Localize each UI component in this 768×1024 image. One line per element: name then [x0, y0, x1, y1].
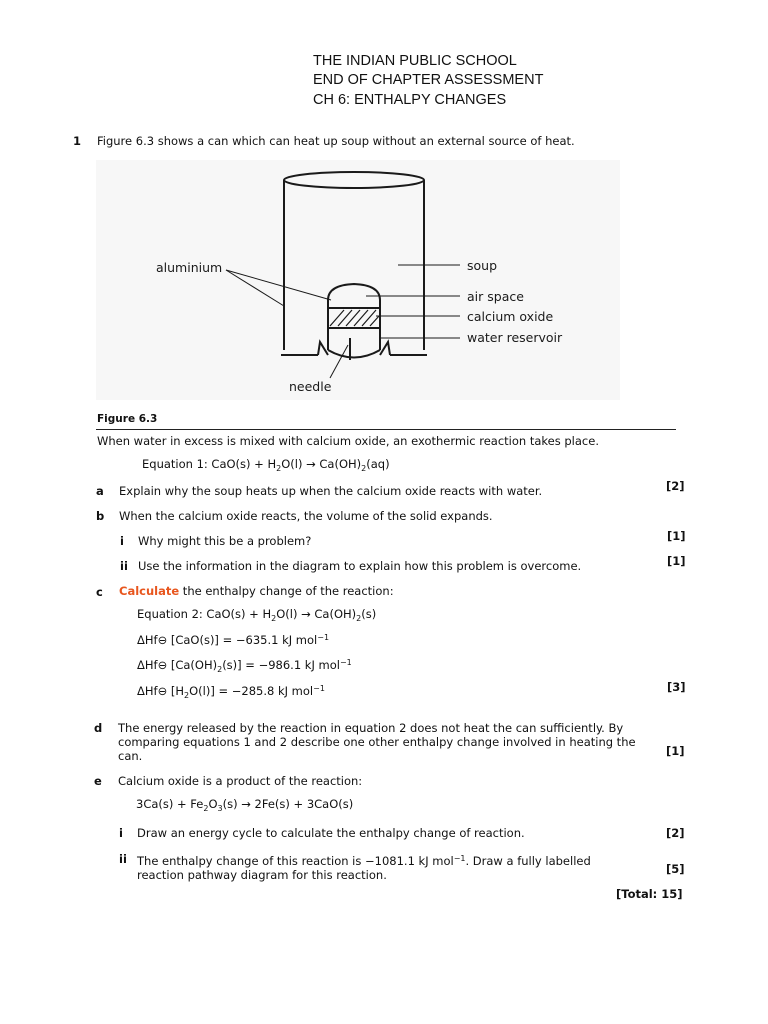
part-e-ii-label: ii: [119, 852, 127, 866]
chapter-title: CH 6: ENTHALPY CHANGES: [313, 92, 507, 108]
part-e-i-marks: [2]: [666, 826, 685, 840]
part-a-label: a: [96, 484, 104, 498]
label-calcium-oxide: calcium oxide: [467, 309, 554, 324]
part-a-marks: [2]: [666, 479, 685, 493]
total-marks: [Total: 15]: [616, 887, 683, 901]
equation-2: Equation 2: $CaO(s) + H_2O(l) \to Ca(OH)_2(s)$: [137, 607, 377, 623]
part-e-ii-text: The enthalpy change of this reaction is −1081.1 kJ mol$^{-1}$. Draw a fully labelled reaction pathway diagram for this reaction.: [137, 854, 591, 882]
part-d-text: The energy released by the reaction in equation 2 does not heat the can sufficiently. By comparing equations 1 and 2 describe one other enthalpy change involved in heating the can.: [118, 721, 636, 763]
part-b-i-marks: [1]: [667, 529, 686, 543]
label-air-space: air space: [467, 289, 524, 304]
part-b-i-text: Why might this be a problem?: [138, 534, 312, 548]
enthalpy-data-caoh2: ΔHf⊖ $[Ca(OH)_2(s)] = -986.1$ kJ mol$^{-1}$: [137, 658, 352, 674]
part-e-i-text: Draw an energy cycle to calculate the enthalpy change of reaction.: [137, 826, 525, 840]
assessment-title: END OF CHAPTER ASSESSMENT: [313, 72, 544, 88]
label-aluminium: aluminium: [156, 260, 223, 275]
part-e-label: e: [94, 774, 102, 788]
figure-background: [96, 160, 620, 400]
question-number: 1: [73, 134, 82, 148]
part-b-ii-label: ii: [120, 559, 128, 573]
caption-divider: [96, 429, 676, 430]
part-c-text: Calculate the enthalpy change of the reaction:: [119, 584, 394, 598]
question-intro: Figure 6.3 shows a can which can heat up soup without an external source of heat.: [97, 134, 575, 148]
part-b-ii-text: Use the information in the diagram to explain how this problem is overcome.: [138, 559, 582, 573]
figure-caption: Figure 6.3: [97, 413, 158, 425]
equation-1: Equation 1: $CaO(s) + H_2O(l) \to Ca(OH)_2(aq)$: [142, 457, 390, 473]
part-b-text: When the calcium oxide reacts, the volume of the solid expands.: [119, 509, 493, 523]
part-e-i-label: i: [119, 826, 123, 840]
thermite-equation: $3Ca(s) + Fe_2O_3(s) \to 2Fe(s) + 3CaO(s)$: [136, 797, 354, 813]
part-b-ii-marks: [1]: [667, 554, 686, 568]
reaction-statement: When water in excess is mixed with calcium oxide, an exothermic reaction takes place.: [97, 434, 599, 448]
part-d-marks: [1]: [666, 744, 685, 758]
soup-can-figure: [96, 160, 620, 400]
part-b-label: b: [96, 509, 105, 523]
label-needle: needle: [289, 379, 332, 394]
part-c-marks: [3]: [667, 680, 686, 694]
label-soup: soup: [467, 258, 498, 273]
part-e-ii-marks: [5]: [666, 862, 685, 876]
label-water-reservoir: water reservoir: [467, 330, 563, 345]
part-d-label: d: [94, 721, 103, 735]
part-a-text: Explain why the soup heats up when the calcium oxide reacts with water.: [119, 484, 543, 498]
school-name: THE INDIAN PUBLIC SCHOOL: [313, 53, 517, 69]
calculate-keyword: Calculate: [119, 584, 180, 598]
part-c-label: c: [96, 585, 103, 599]
part-e-text: Calcium oxide is a product of the reaction:: [118, 774, 363, 788]
enthalpy-data-cao: ΔHf⊖ [CaO(s)] = −635.1 kJ mol$^{-1}$: [137, 633, 330, 647]
part-b-i-label: i: [120, 534, 124, 548]
enthalpy-data-h2o: ΔHf⊖ $[H_2O(l)] = -285.8$ kJ mol$^{-1}$: [137, 684, 325, 700]
